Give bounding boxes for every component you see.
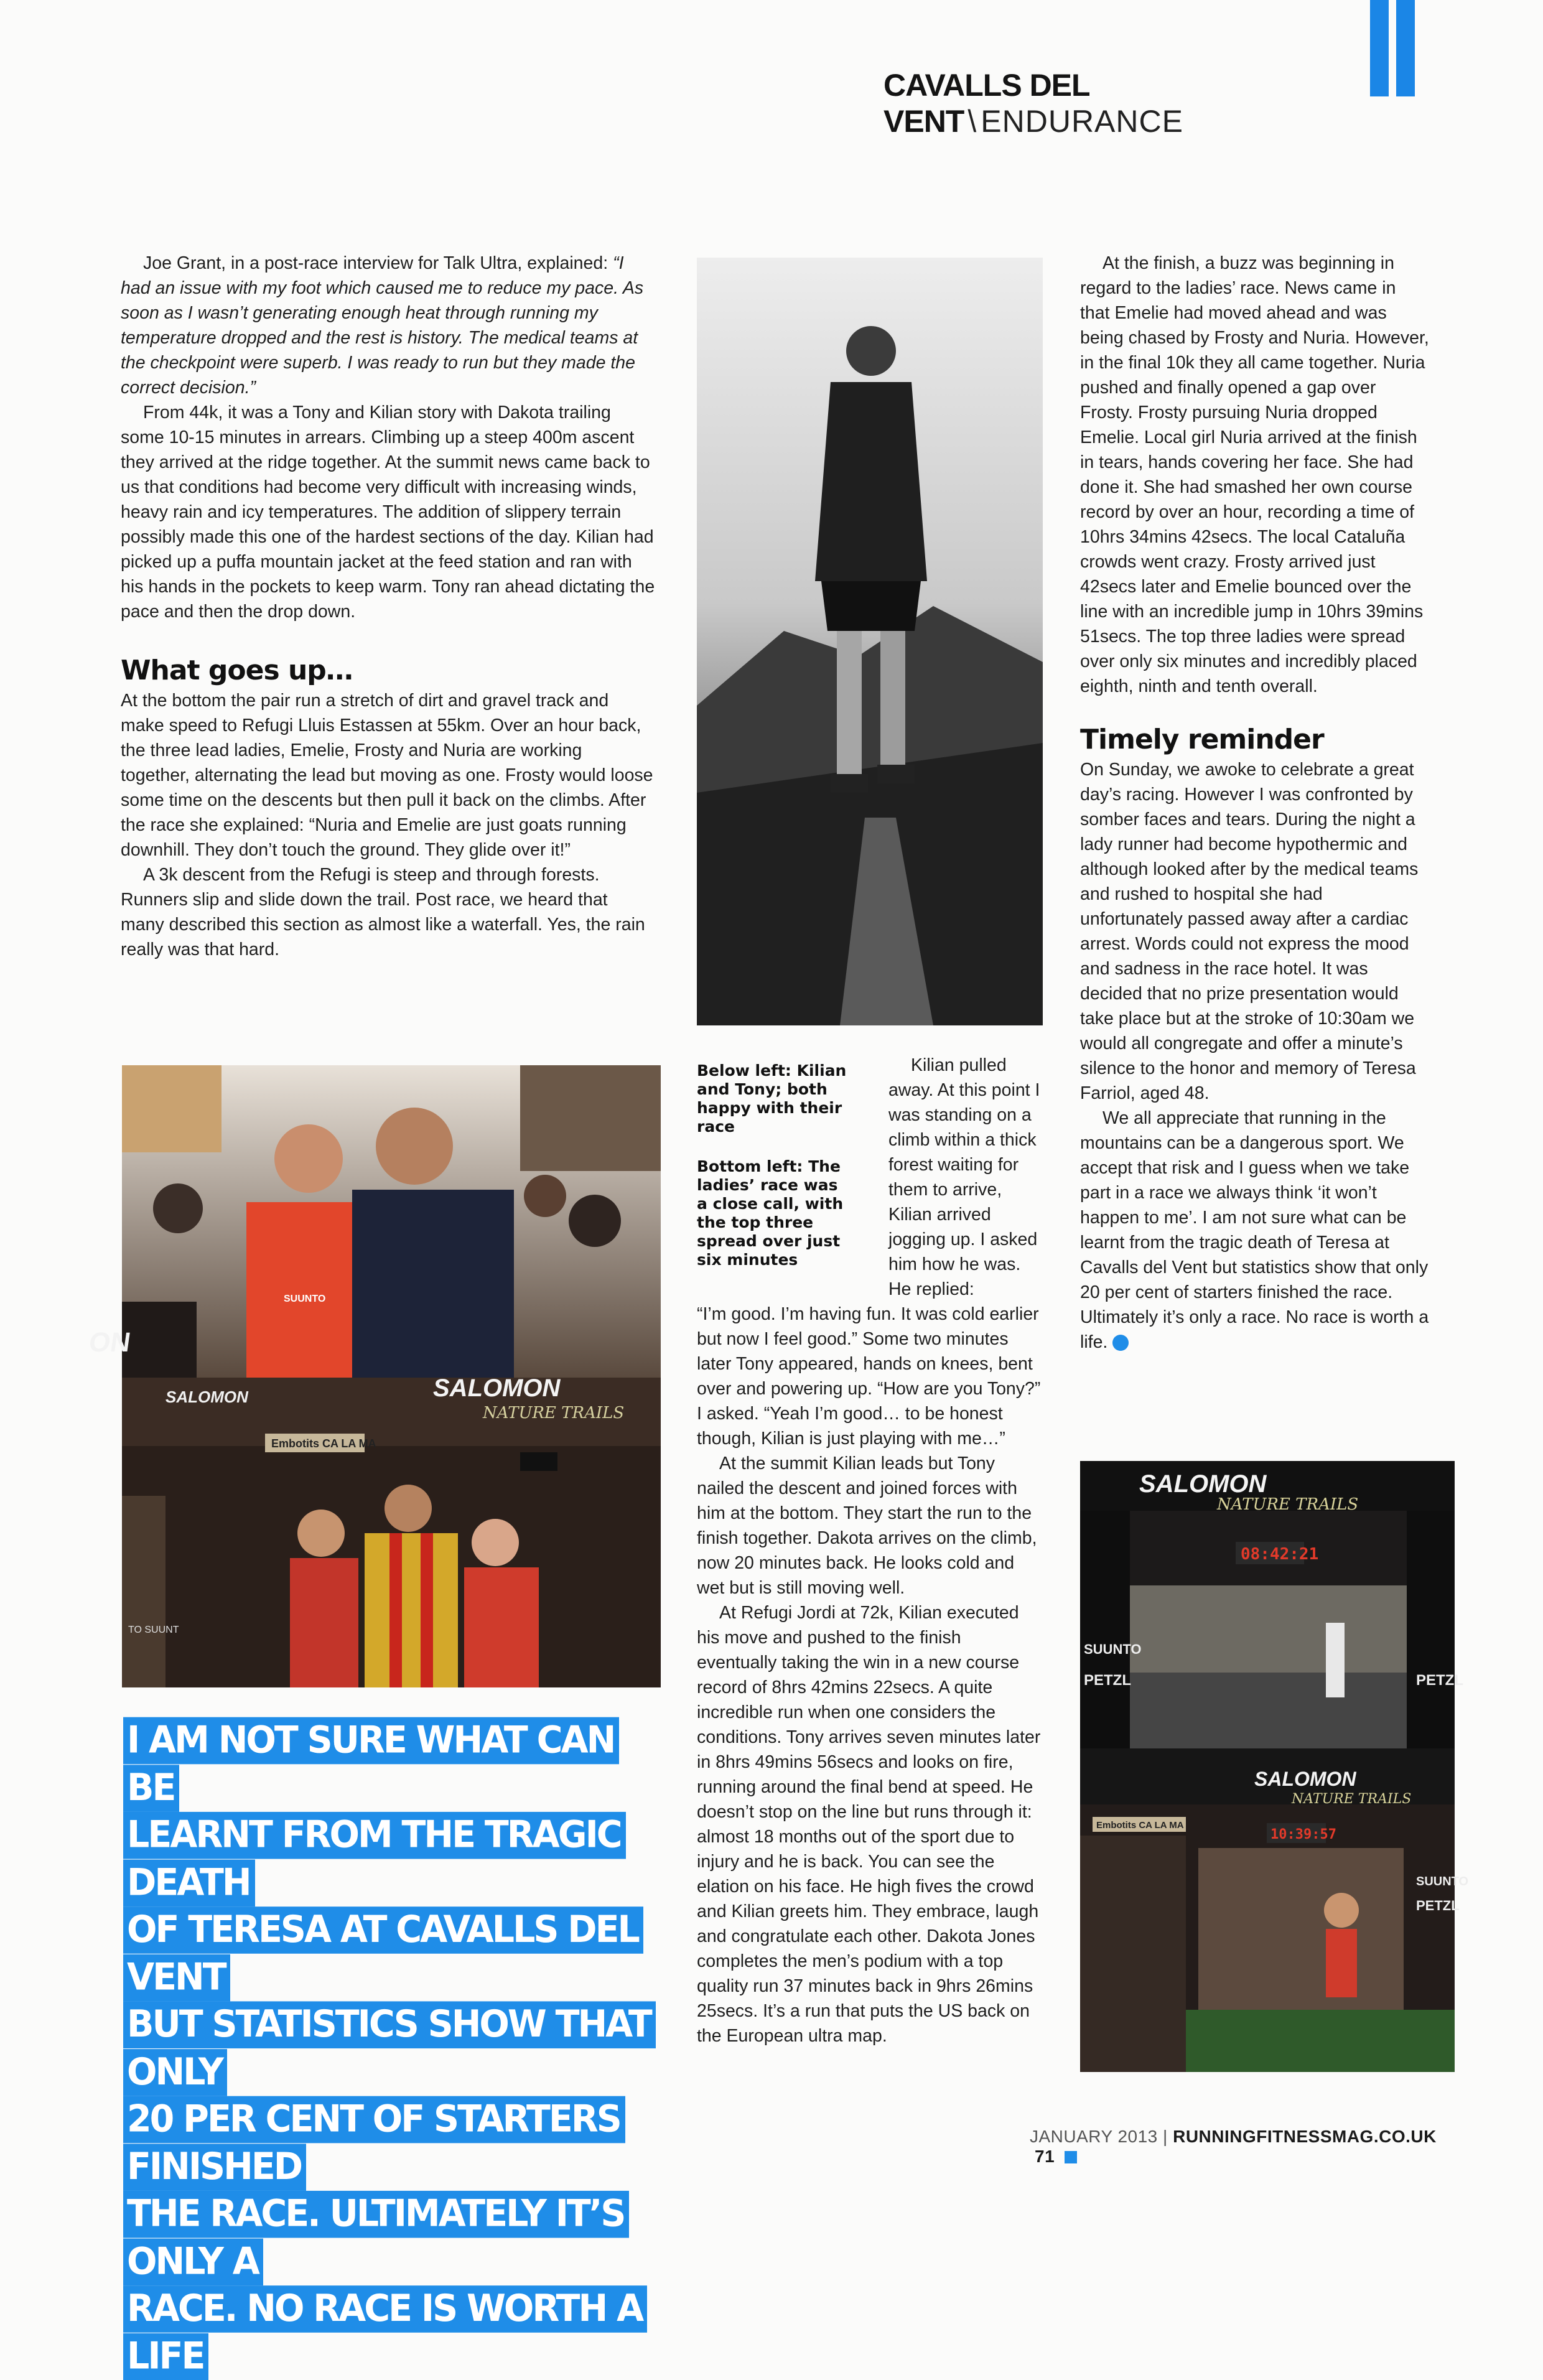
page-header <box>883 67 1344 139</box>
article-column-1 <box>121 251 656 962</box>
salomon-arch-text-2: SALOMON <box>1254 1768 1356 1790</box>
pull-quote-line: RACE. NO RACE IS WORTH A LIFE <box>123 2285 671 2379</box>
article-column-2-narrow <box>888 1053 1044 1302</box>
svg-text:ON: ON <box>86 1327 133 1358</box>
pull-quote-line: THE RACE. ULTIMATELY IT’S ONLY A <box>123 2190 671 2285</box>
ladies-illustration <box>122 1374 661 1687</box>
pull-quote-line: I AM NOT SURE WHAT CAN BE <box>123 1717 671 1811</box>
pull-quote-line: LEARNT FROM THE TRAGIC DEATH <box>123 1811 671 1906</box>
photo-text-suunto: SUUNTO <box>284 1294 326 1304</box>
salomon-logo-text: SALOMON <box>165 1388 248 1406</box>
pull-quote-line: BUT STATISTICS SHOW THAT ONLY <box>123 2000 671 2095</box>
finish-men-illustration <box>1080 1461 1463 1748</box>
header-section: ENDURANCE <box>981 104 1183 139</box>
salomon-arch-text: SALOMON <box>1139 1470 1267 1498</box>
marker-bar <box>1396 0 1415 96</box>
photo-kilian-and-tony <box>86 1065 661 1378</box>
caption-ladies-race: Bottom left: The ladies’ race was a close call, with the top three spread over just six minutes <box>697 1157 844 1269</box>
petzl-text: PETZL <box>1084 1672 1131 1689</box>
crowd-illustration <box>86 1065 661 1378</box>
subheading: What goes up… <box>121 655 353 686</box>
footer-date: JANUARY 2013 <box>1030 2127 1158 2146</box>
paragraph-lead: Joe Grant, in a post-race interview for Talk Ultra, explained: <box>143 253 608 273</box>
paragraph: Kilian pulled away. At this point I was standing on a climb within a thick forest waiting for them to arrive, Kilian arrived jogging up. I asked him how he was. He replied: <box>888 1055 1040 1299</box>
pull-quote-line: 20 PER CENT OF STARTERS FINISHED <box>123 2096 671 2190</box>
svg-text:TO SUUNT: TO SUUNT <box>128 1625 179 1635</box>
subheading: Timely reminder <box>1080 724 1324 755</box>
paragraph: “I’m good. I’m having fun. It was cold earlier but now I feel good.” Some two minutes later Tony appeared, hands on knees, bent over and powering up. “How are you Tony?” I asked. “Yeah I’m good… to be honest though, Kilian is just playing with me…” <box>697 1304 1041 1449</box>
nature-trails-text: NATURE TRAILS <box>483 1404 625 1422</box>
banner-text-2: Embotits CA LA MA <box>1096 1820 1184 1831</box>
footer-square-icon <box>1065 2151 1077 2163</box>
photo-finish-line-men <box>1080 1461 1463 1748</box>
page-footer <box>1030 2127 1465 2167</box>
photo-trail-runner-bw <box>697 258 1043 1025</box>
nature-trails-arch-text: NATURE TRAILS <box>1217 1495 1359 1514</box>
photo-finish-line-women <box>1080 1748 1469 2072</box>
pull-quote-line: OF TERESA AT CAVALLS DEL VENT <box>123 1906 671 2000</box>
paragraph: On Sunday, we awoke to celebrate a great day’s racing. However I was confronted by somber faces and tears. During the night a lady runner had become hypothermic and although looked after by the medical teams and rushed to hospital she had unfortunately passed away after a cardiac arrest. Words could not express the mood and sadness in the race hotel. It was decided that no prize presentation would take place but at the stroke of 10:30am we would all congregate and offer a minute’s silence to the honor and memory of Teresa Farriol, aged 48. <box>1080 760 1419 1103</box>
paragraph: From 44k, it was a Tony and Kilian story with Dakota trailing some 10-15 minutes in arrears. Climbing up a steep 400m ascent they arrived at the ridge together. At the summit news came back to us that conditions had become very difficult with increasing winds, heavy rain and icy temperatures. The addition of slippery terrain possibly made this one of the hardest sections of the day. Kilian had picked up a puffa mountain jacket at the feed station and ran with his hands in the pockets to keep warm. Tony ran ahead dictating the pace and then the drop down. <box>121 403 655 622</box>
paragraph <box>121 251 656 400</box>
footer-separator: | <box>1163 2127 1168 2146</box>
nature-trails-arch-text-2: NATURE TRAILS <box>1292 1791 1412 1807</box>
finish-women-illustration <box>1080 1748 1469 2072</box>
caption-kilian-tony: Below left: Kilian and Tony; both happy with their race <box>697 1062 847 1136</box>
petzl-text-right: PETZL <box>1416 1672 1463 1689</box>
paragraph: At the summit Kilian leads but Tony nailed the descent and joined forces with him at the bottom. They start the run to the finish together. Dakota arrives on the climb, now 20 minutes back. He looks cold and wet but is still moving well. <box>697 1454 1037 1598</box>
section-marker-bars <box>1370 0 1415 96</box>
race-clock-women: 10:39:57 <box>1270 1827 1336 1842</box>
photo-ladies-podium <box>122 1374 661 1687</box>
marker-bar <box>1370 0 1389 96</box>
runner-illustration <box>697 258 1043 1025</box>
header-separator: \ <box>967 104 977 139</box>
petzl-text-2: PETZL <box>1416 1898 1460 1913</box>
header-title: CAVALLS DEL VENT <box>883 68 1089 139</box>
suunto-text-2: SUUNTO <box>1416 1875 1469 1888</box>
paragraph: We all appreciate that running in the mountains can be a dangerous sport. We accept that risk and I guess when we take part in a race we always think ‘it won’t happen to me’. I am not sure what can be learnt from the tragic death of Teresa at Cavalls del Vent but statistics show that only 20 per cent of starters finished the race. Ultimately it’s only a race. No race is worth a life. <box>1080 1108 1429 1352</box>
quote: “I had an issue with my foot which caused me to reduce my pace. As soon as I wasn’t generating enough heat through running my temperature dropped and the rest is history. The medical teams at the checkpoint were superb. I was ready to run but they made the correct decision.” <box>121 253 644 398</box>
article-column-3 <box>1080 251 1430 1355</box>
page-number: 71 <box>1035 2147 1055 2166</box>
race-clock-men: 08:42:21 <box>1241 1545 1319 1564</box>
pull-quote <box>123 1717 671 2380</box>
end-mark-icon <box>1112 1335 1129 1351</box>
paragraph: At the bottom the pair run a stretch of dirt and gravel track and make speed to Refugi Lluis Estassen at 55km. Over an hour back, the three lead ladies, Emelie, Frosty and Nuria are working together, alternating the lead but moving as one. Frosty would loose some time on the descents but then pull it back on the climbs. After the race she explained: “Nuria and Emelie are just goats running downhill. They don’t touch the ground. They glide over it!” <box>121 691 653 860</box>
footer-site: RUNNINGFITNESSMAG.CO.UK <box>1173 2127 1437 2146</box>
paragraph: At the finish, a buzz was beginning in regard to the ladies’ race. News came in that Emelie had moved ahead and was being chased by Frosty and Nuria. However, in the final 10k they all came together. Nuria pushed and finally opened a gap over Frosty. Frosty pursuing Nuria dropped Emelie. Local girl Nuria arrived at the finish in tears, hands covering her face. She had done it. She had smashed her own course record by over an hour, recording a time of 10hrs 34mins 42secs. The local Cataluña crowds went crazy. Frosty arrived just 42secs later and Emelie bounced over the line with an incredible jump in 10hrs 39mins 51secs. The top three ladies were spread over only six minutes and incredibly placed eighth, ninth and tenth overall. <box>1080 253 1429 696</box>
photo-captions <box>697 1062 854 1290</box>
paragraph: A 3k descent from the Refugi is steep and through forests. Runners slip and slide down the trail. Post race, we heard that many described this section as almost like a waterfall. Yes, the rain really was that hard. <box>121 865 645 959</box>
article-column-2 <box>697 1302 1045 2048</box>
banner-text: Embotits CA LA MA <box>271 1437 376 1450</box>
paragraph: At Refugi Jordi at 72k, Kilian executed his move and pushed to the finish eventually taking the win in a new course record of 8hrs 42mins 22secs. A quite incredible run when one considers the conditions. Tony arrives seven minutes later in 8hrs 49mins 56secs and looks on fire, running around the final bend at speed. He doesn’t stop on the line but runs through it: almost 18 months out of the sport due to injury and he is back. You can see the elation on his face. He high fives the crowd and Kilian greets him. They embrace, laugh and congratulate each other. Dakota Jones completes the men’s podium with a top quality run 37 minutes back in 9hrs 26mins 25secs. It’s a run that puts the US back on the European ultra map. <box>697 1603 1041 2046</box>
salomon-banner-text: SALOMON <box>433 1374 561 1402</box>
suunto-text: SUUNTO <box>1084 1641 1142 1657</box>
